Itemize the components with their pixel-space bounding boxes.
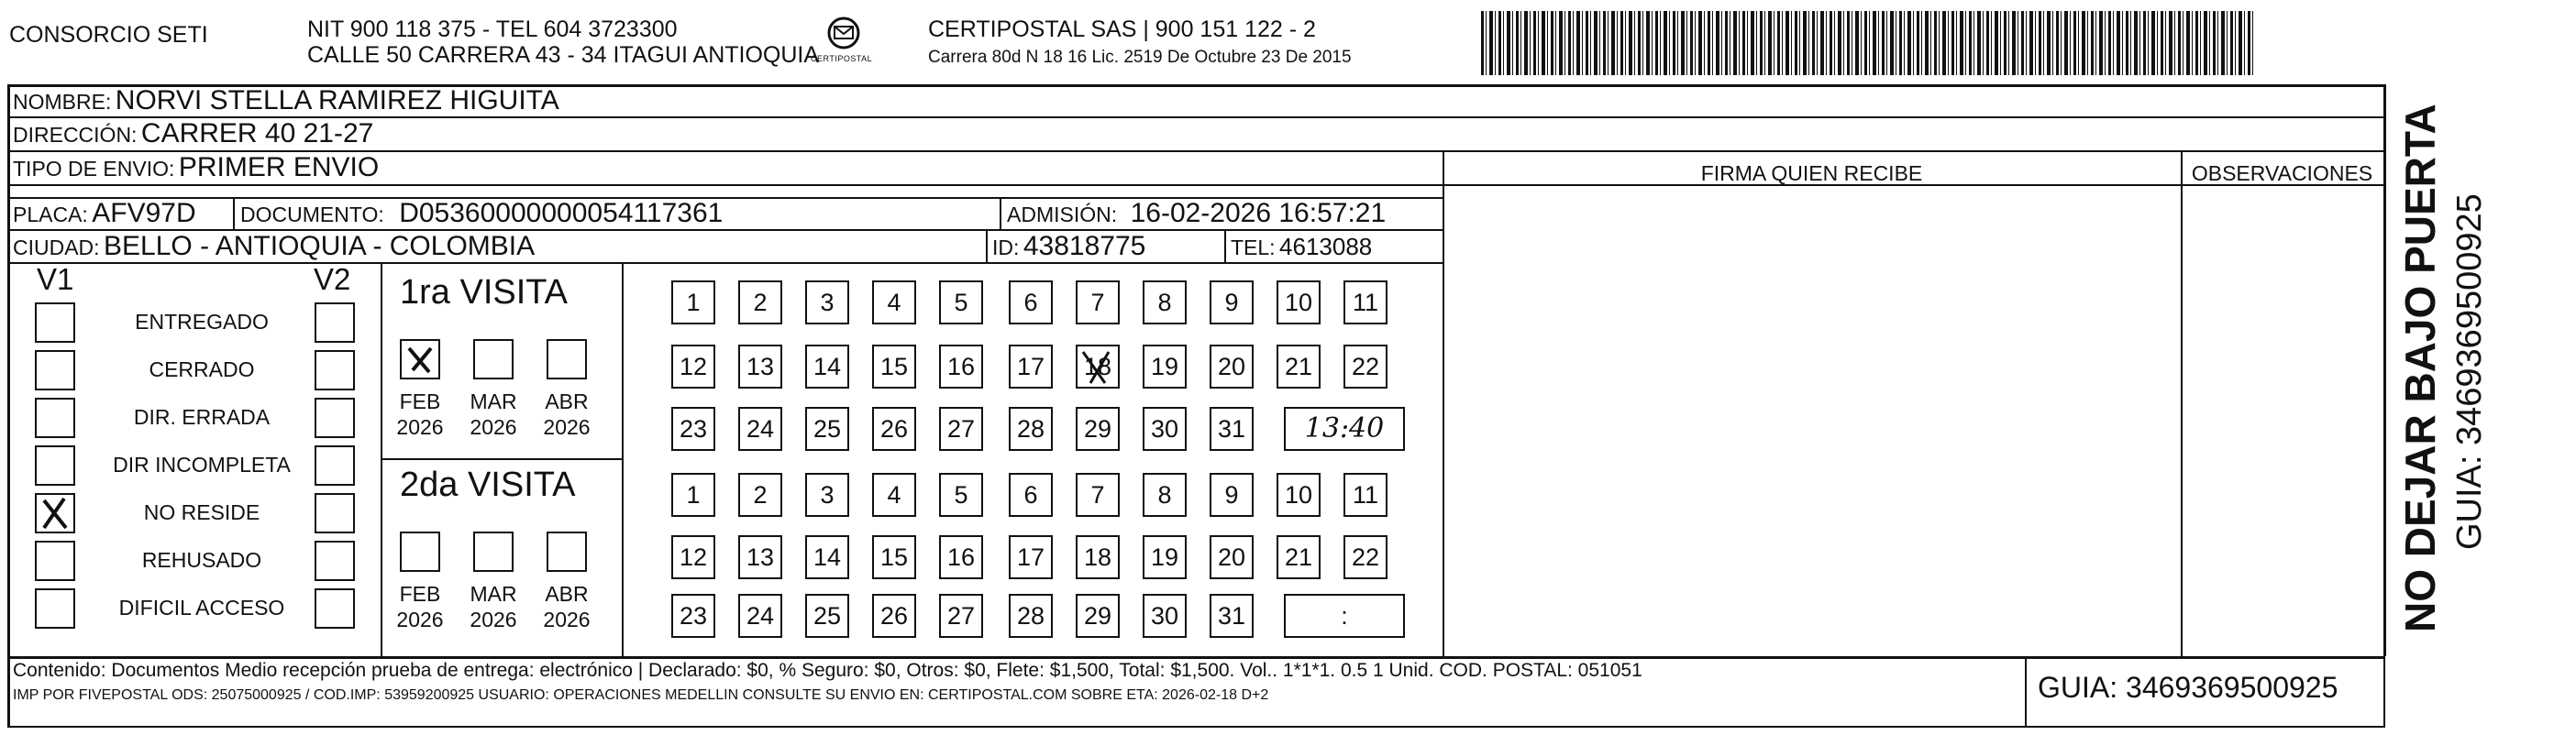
- footer-right-border: [2383, 656, 2385, 728]
- day-number: 24: [746, 415, 775, 443]
- status-dir-incompleta: DIR INCOMPLETA: [113, 453, 291, 477]
- first-visit-day-10[interactable]: [1277, 280, 1321, 324]
- row-divider: [7, 262, 1443, 264]
- first-visit-day-30[interactable]: [1143, 407, 1187, 451]
- v2-checkbox-entregado[interactable]: [315, 302, 355, 343]
- day-number: 10: [1284, 481, 1313, 509]
- v2-checkbox-dir-incompleta[interactable]: [315, 445, 355, 486]
- admision-label: ADMISIÓN:: [1007, 203, 1118, 226]
- day-number: 24: [746, 602, 775, 630]
- company-name: CONSORCIO SETI: [9, 22, 208, 48]
- day-number: 7: [1090, 289, 1105, 316]
- tel-label: TEL:: [1231, 236, 1276, 259]
- second-visit-day-10[interactable]: [1277, 473, 1321, 517]
- second-visit-day-23[interactable]: [671, 594, 715, 638]
- ciudad-label: CIUDAD:: [13, 236, 100, 259]
- check-mark-icon: [37, 495, 73, 532]
- v2-checkbox-no-reside[interactable]: [315, 493, 355, 533]
- second-visit-day-29[interactable]: [1076, 594, 1120, 638]
- form-left-border: [7, 84, 10, 726]
- v2-checkbox-dificil-acceso[interactable]: [315, 588, 355, 629]
- courier-line: CERTIPOSTAL SAS | 900 151 122 - 2: [928, 16, 1316, 42]
- day-number: 30: [1150, 415, 1179, 443]
- day-number: 31: [1217, 415, 1246, 443]
- first-visit-day-20[interactable]: [1210, 345, 1254, 389]
- nit-line: NIT 900 118 375 - TEL 604 3723300: [307, 16, 678, 42]
- day-number: 30: [1150, 602, 1179, 630]
- day-number: 23: [679, 602, 708, 630]
- day-number: 18: [1083, 353, 1112, 380]
- ciudad-cell: [13, 231, 535, 262]
- day-number: 18: [1083, 543, 1112, 571]
- day-number: 28: [1016, 415, 1045, 443]
- day-number: 22: [1351, 543, 1380, 571]
- first-visit-day-17[interactable]: [1009, 345, 1053, 389]
- day-number: 19: [1150, 543, 1179, 571]
- second-visit-day-16[interactable]: [939, 535, 983, 579]
- day-number: 27: [946, 602, 976, 630]
- day-number: 12: [679, 543, 708, 571]
- first-month-mar-box[interactable]: [473, 339, 514, 379]
- first-visit-day-4[interactable]: [872, 280, 916, 324]
- day-number: 5: [954, 481, 968, 509]
- year-label: 2026: [543, 608, 591, 631]
- status-rehusado: REHUSADO: [141, 548, 262, 572]
- second-visit-day-27[interactable]: [939, 594, 983, 638]
- day-number: 7: [1090, 481, 1105, 509]
- v1-checkbox-cerrado[interactable]: [35, 350, 75, 390]
- day-number: 17: [1016, 353, 1045, 380]
- day-number: 17: [1016, 543, 1045, 571]
- tel-value: 4613088: [1279, 233, 1373, 260]
- month-label: FEB: [399, 389, 441, 413]
- footer-top-border: [7, 656, 2385, 659]
- tipo-label: TIPO DE ENVIO:: [13, 157, 175, 181]
- first-visit-day-27[interactable]: [939, 407, 983, 451]
- month-label: MAR: [470, 582, 517, 606]
- first-visit-day-28[interactable]: [1009, 407, 1053, 451]
- documento-value: D05360000000054117361: [399, 198, 724, 228]
- day-number: 12: [679, 353, 708, 380]
- day-number: 9: [1224, 481, 1239, 509]
- first-visit-day-18[interactable]: [1076, 345, 1120, 389]
- day-number: 20: [1217, 543, 1246, 571]
- first-visit-day-3[interactable]: [805, 280, 849, 324]
- v1-label: V1: [37, 262, 74, 296]
- barcode: [1481, 11, 2256, 75]
- day-number: 26: [879, 415, 909, 443]
- footer-bottom-border: [7, 726, 2385, 728]
- day-number: 9: [1224, 289, 1239, 316]
- day-number: 21: [1284, 353, 1313, 380]
- side-warning: NO DEJAR BAJO PUERTA: [2396, 104, 2444, 632]
- footer-guia: GUIA: 3469369500925: [2038, 671, 2338, 704]
- second-visit-day-17[interactable]: [1009, 535, 1053, 579]
- first-visit-day-11[interactable]: [1343, 280, 1388, 324]
- license-line: Carrera 80d N 18 16 Lic. 2519 De Octubre 23 De 2015: [928, 48, 1352, 67]
- second-month-feb-box[interactable]: [400, 532, 440, 572]
- day-number: 23: [679, 415, 708, 443]
- form-right-border: [2383, 84, 2386, 656]
- first-month-abr-box[interactable]: [547, 339, 587, 379]
- observaciones-header: OBSERVACIONES: [2191, 161, 2373, 185]
- first-visit-day-16[interactable]: [939, 345, 983, 389]
- first-visit-day-5[interactable]: [939, 280, 983, 324]
- second-visit-day-13[interactable]: [738, 535, 782, 579]
- logo-text: CERTIPOSTAL: [811, 54, 873, 63]
- day-number: 22: [1351, 353, 1380, 380]
- second-visit-day-3[interactable]: [805, 473, 849, 517]
- year-label: 2026: [470, 608, 517, 631]
- day-number: 31: [1217, 602, 1246, 630]
- status-dir-errada: DIR. ERRADA: [133, 405, 271, 429]
- year-label: 2026: [470, 415, 517, 439]
- day-number: 6: [1023, 289, 1038, 316]
- admision-value: 16-02-2026 16:57:21: [1130, 198, 1387, 228]
- nombre-label: NOMBRE:: [13, 90, 112, 114]
- tipo-row: [13, 152, 379, 183]
- day-number: 21: [1284, 543, 1313, 571]
- id-cell: [992, 231, 1145, 262]
- second-visit-title: 2da VISITA: [400, 466, 576, 504]
- day-number: 3: [820, 481, 835, 509]
- day-number: 16: [946, 353, 976, 380]
- second-visit-day-20[interactable]: [1210, 535, 1254, 579]
- year-label: 2026: [396, 608, 444, 631]
- v2-checkbox-cerrado[interactable]: [315, 350, 355, 390]
- second-visit-day-28[interactable]: [1009, 594, 1053, 638]
- second-visit-day-4[interactable]: [872, 473, 916, 517]
- first-visit-time-value: 13:40: [1304, 412, 1385, 444]
- tipo-value: PRIMER ENVIO: [178, 152, 380, 182]
- second-visit-day-7[interactable]: [1076, 473, 1120, 517]
- v1-checkbox-no-reside[interactable]: [35, 493, 75, 533]
- day-number: 8: [1157, 481, 1172, 509]
- first-visit-day-9[interactable]: [1210, 280, 1254, 324]
- second-visit-day-8[interactable]: [1143, 473, 1187, 517]
- first-visit-day-1[interactable]: [671, 280, 715, 324]
- day-number: 25: [813, 602, 842, 630]
- day-number: 14: [813, 353, 842, 380]
- first-visit-day-23[interactable]: [671, 407, 715, 451]
- v2-checkbox-dir-errada[interactable]: [315, 398, 355, 438]
- day-number: 11: [1352, 289, 1379, 316]
- month-label: MAR: [470, 389, 517, 413]
- second-visit-day-25[interactable]: [805, 594, 849, 638]
- day-number: 27: [946, 415, 976, 443]
- day-number: 3: [820, 289, 835, 316]
- first-visit-day-12[interactable]: [671, 345, 715, 389]
- second-visit-day-5[interactable]: [939, 473, 983, 517]
- month-label: ABR: [545, 389, 589, 413]
- month-divider: [622, 262, 624, 656]
- obs-left-border: [2181, 150, 2183, 656]
- v2-label: V2: [314, 262, 351, 296]
- first-visit-day-14[interactable]: [805, 345, 849, 389]
- certipostal-logo: [807, 13, 880, 68]
- footer-contenido: Contenido: Documentos Medio recepción prueba de entrega: electrónico | Declarado: $0, % Seguro: $0, Otros: $0, Flete: $1,500, Total: $1,500. Vol.. 1*1*1. 0.5 1 Unid. COD. POSTAL: 051051: [13, 660, 1642, 681]
- day-number: 2: [753, 289, 768, 316]
- day-number: 14: [813, 543, 842, 571]
- day-number: 28: [1016, 602, 1045, 630]
- v2-checkbox-rehusado[interactable]: [315, 541, 355, 581]
- tel-cell: [1231, 233, 1372, 261]
- second-visit-day-24[interactable]: [738, 594, 782, 638]
- day-number: 4: [887, 289, 901, 316]
- direccion-label: DIRECCIÓN:: [13, 123, 138, 147]
- second-visit-day-6[interactable]: [1009, 473, 1053, 517]
- placa-label: PLACA:: [13, 203, 88, 226]
- visit-divider: [381, 458, 622, 460]
- first-month-abr: [535, 389, 599, 440]
- first-visit-title: 1ra VISITA: [400, 273, 569, 312]
- second-visit-day-30[interactable]: [1143, 594, 1187, 638]
- day-number: 25: [813, 415, 842, 443]
- first-visit-day-19[interactable]: [1143, 345, 1187, 389]
- first-visit-time[interactable]: [1284, 407, 1405, 451]
- first-month-mar: [461, 389, 525, 440]
- month-label: FEB: [399, 582, 441, 606]
- day-number: 13: [746, 543, 775, 571]
- documento-cell: [240, 198, 723, 229]
- day-number: 29: [1083, 415, 1112, 443]
- day-number: 11: [1352, 481, 1379, 509]
- year-label: 2026: [396, 415, 444, 439]
- second-visit-day-2[interactable]: [738, 473, 782, 517]
- id-label: ID:: [992, 236, 1020, 259]
- direccion-value: CARRER 40 21-27: [140, 118, 374, 148]
- status-no-reside: NO RESIDE: [143, 500, 260, 524]
- first-visit-day-7[interactable]: [1076, 280, 1120, 324]
- placa-value: AFV97D: [92, 198, 196, 228]
- admision-cell: [1007, 198, 1386, 229]
- day-number: 8: [1157, 289, 1172, 316]
- second-visit-day-31[interactable]: [1210, 594, 1254, 638]
- day-number: 1: [686, 481, 701, 509]
- nombre-value: NORVI STELLA RAMIREZ HIGUITA: [115, 85, 559, 115]
- month-label: ABR: [545, 582, 589, 606]
- cell-divider: [986, 229, 988, 262]
- second-month-mar-box[interactable]: [473, 532, 514, 572]
- second-visit-day-19[interactable]: [1143, 535, 1187, 579]
- second-visit-day-12[interactable]: [671, 535, 715, 579]
- first-visit-day-31[interactable]: [1210, 407, 1254, 451]
- second-visit-day-18[interactable]: [1076, 535, 1120, 579]
- first-visit-day-29[interactable]: [1076, 407, 1120, 451]
- footer-guia-divider: [2025, 656, 2027, 726]
- nombre-row: [13, 85, 559, 116]
- second-visit-day-22[interactable]: [1343, 535, 1388, 579]
- check-mark-icon: [402, 341, 438, 378]
- first-visit-day-15[interactable]: [872, 345, 916, 389]
- day-number: 26: [879, 602, 909, 630]
- first-visit-day-22[interactable]: [1343, 345, 1388, 389]
- second-visit-day-14[interactable]: [805, 535, 849, 579]
- second-visit-time[interactable]: [1284, 594, 1405, 638]
- first-visit-day-24[interactable]: [738, 407, 782, 451]
- second-visit-time-value: :: [1341, 602, 1348, 630]
- day-number: 29: [1083, 602, 1112, 630]
- day-number: 13: [746, 353, 775, 380]
- second-month-mar: [461, 581, 525, 632]
- day-number: 16: [946, 543, 976, 571]
- day-number: 6: [1023, 481, 1038, 509]
- first-month-feb: [388, 389, 452, 440]
- side-guia: GUIA: 3469369500925: [2450, 193, 2489, 550]
- placa-cell: [13, 198, 196, 229]
- day-number: 2: [753, 481, 768, 509]
- cell-divider: [233, 197, 235, 229]
- day-number: 4: [887, 481, 901, 509]
- check-mark-icon: [1078, 346, 1118, 387]
- day-number: 10: [1284, 289, 1313, 316]
- second-month-abr: [535, 581, 599, 632]
- direccion-row: [13, 118, 373, 149]
- v1-checkbox-dir-incompleta[interactable]: [35, 445, 75, 486]
- cell-divider: [1224, 229, 1226, 262]
- day-number: 15: [879, 353, 909, 380]
- ciudad-value: BELLO - ANTIOQUIA - COLOMBIA: [104, 231, 536, 261]
- id-value: 43818775: [1023, 231, 1146, 261]
- first-month-feb-box[interactable]: [400, 339, 440, 379]
- first-visit-day-13[interactable]: [738, 345, 782, 389]
- firma-left-border: [1443, 150, 1444, 656]
- day-number: 5: [954, 289, 968, 316]
- first-visit-day-21[interactable]: [1277, 345, 1321, 389]
- day-number: 1: [686, 289, 701, 316]
- year-label: 2026: [543, 415, 591, 439]
- footer-imp: IMP POR FIVEPOSTAL ODS: 25075000925 / COD.IMP: 53959200925 USUARIO: OPERACIONES MEDELLIN CONSULTE SU ENVIO EN: CERTIPOSTAL.COM SOBRE ETA: 2026-02-18 D+2: [13, 687, 1269, 703]
- first-visit-day-2[interactable]: [738, 280, 782, 324]
- second-month-feb: [388, 581, 452, 632]
- v1-checkbox-rehusado[interactable]: [35, 541, 75, 581]
- first-visit-day-26[interactable]: [872, 407, 916, 451]
- second-visit-day-9[interactable]: [1210, 473, 1254, 517]
- first-visit-day-6[interactable]: [1009, 280, 1053, 324]
- documento-label: DOCUMENTO:: [240, 203, 384, 226]
- status-cerrado: CERRADO: [149, 357, 255, 381]
- firma-header: FIRMA QUIEN RECIBE: [1700, 161, 1923, 185]
- day-number: 19: [1150, 353, 1179, 380]
- v1-checkbox-dificil-acceso[interactable]: [35, 588, 75, 629]
- second-visit-day-1[interactable]: [671, 473, 715, 517]
- second-month-abr-box[interactable]: [547, 532, 587, 572]
- address-line: CALLE 50 CARRERA 43 - 34 ITAGUI ANTIOQUIA: [307, 42, 820, 68]
- v1-checkbox-dir-errada[interactable]: [35, 398, 75, 438]
- second-visit-day-11[interactable]: [1343, 473, 1388, 517]
- status-dificil-acceso: DIFICIL ACCESO: [118, 596, 285, 620]
- day-number: 20: [1217, 353, 1246, 380]
- cell-divider: [1000, 197, 1001, 229]
- status-entregado: ENTREGADO: [135, 310, 269, 334]
- day-number: 15: [879, 543, 909, 571]
- first-visit-day-25[interactable]: [805, 407, 849, 451]
- first-visit-day-8[interactable]: [1143, 280, 1187, 324]
- second-visit-day-21[interactable]: [1277, 535, 1321, 579]
- second-visit-day-15[interactable]: [872, 535, 916, 579]
- second-visit-day-26[interactable]: [872, 594, 916, 638]
- v1-checkbox-entregado[interactable]: [35, 302, 75, 343]
